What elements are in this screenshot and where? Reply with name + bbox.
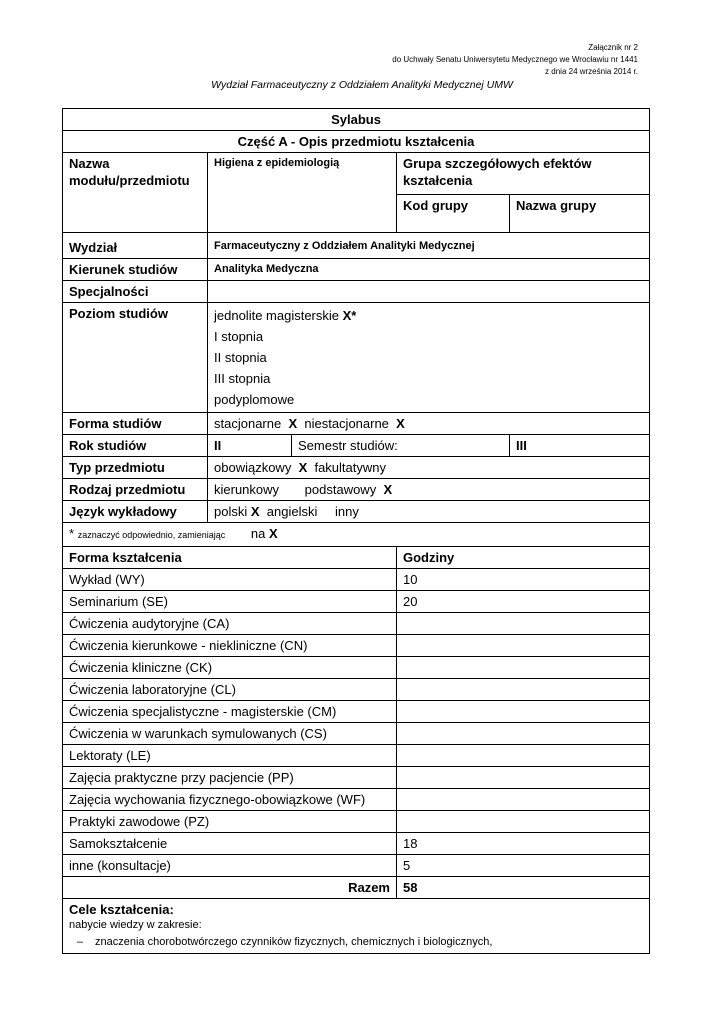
- hours-header: Godziny: [397, 547, 650, 569]
- course-kind-basic: podstawowy: [304, 482, 377, 497]
- field-of-study-value: Analityka Medyczna: [208, 259, 650, 281]
- study-form-fulltime: stacjonarne: [214, 416, 282, 431]
- resolution-date: z dnia 24 września 2014 r.: [545, 67, 638, 76]
- study-year-value: II: [208, 435, 292, 457]
- hours-value: [397, 789, 650, 811]
- syllabus-table: [62, 108, 650, 954]
- group-name-label: Nazwa grupy: [510, 195, 650, 233]
- syllabus-title: Sylabus: [63, 109, 650, 131]
- semester-label: Semestr studiów:: [292, 435, 510, 457]
- hours-row: [63, 811, 650, 833]
- part-a-title: Część A - Opis przedmiotu kształcenia: [63, 131, 650, 153]
- course-type-optional: fakultatywny: [314, 460, 387, 475]
- hours-form-name: Seminarium (SE): [63, 591, 397, 613]
- hours-row: [63, 679, 650, 701]
- study-level-option: III stopnia: [214, 371, 271, 386]
- hours-form-name: Zajęcia wychowania fizycznego-obowiązkowe (WF): [63, 789, 397, 811]
- hours-row: [63, 635, 650, 657]
- resolution-reference: do Uchwały Senatu Uniwersytetu Medycznego we Wrocławiu nr 1441: [392, 55, 638, 64]
- language-label: Język wykładowy: [63, 501, 208, 523]
- study-level-options: [208, 303, 650, 413]
- hours-value: [397, 657, 650, 679]
- hours-form-name: Ćwiczenia audytoryjne (CA): [63, 613, 397, 635]
- check-mark: X: [383, 482, 393, 497]
- note-text: zaznaczyć odpowiednio, zamieniając: [77, 530, 226, 540]
- hours-row: [63, 855, 650, 877]
- hours-row: [63, 833, 650, 855]
- marking-note: [63, 523, 650, 547]
- hours-form-name: Lektoraty (LE): [63, 745, 397, 767]
- hours-value: 5: [397, 855, 650, 877]
- study-year-label: Rok studiów: [63, 435, 208, 457]
- course-kind-options: [208, 479, 650, 501]
- language-english: angielski: [266, 504, 318, 519]
- check-mark: X: [269, 526, 278, 541]
- study-level-option: podyplomowe: [214, 392, 295, 407]
- module-name-value: Higiena z epidemiologią: [208, 153, 397, 233]
- hours-value: 10: [397, 569, 650, 591]
- effects-group-label: Grupa szczegółowych efektów kształcenia: [397, 153, 650, 195]
- hours-row: [63, 789, 650, 811]
- hours-value: [397, 635, 650, 657]
- course-type-label: Typ przedmiotu: [63, 457, 208, 479]
- faculty-label: Wydział: [63, 233, 208, 259]
- hours-row: [63, 657, 650, 679]
- study-level-label: Poziom studiów: [63, 303, 208, 413]
- hours-row: [63, 767, 650, 789]
- hours-value: [397, 613, 650, 635]
- study-form-parttime: niestacjonarne: [304, 416, 389, 431]
- study-form-options: [208, 413, 650, 435]
- faculty-title: Wydział Farmaceutyczny z Oddziałem Analityki Medycznej UMW: [211, 79, 513, 91]
- language-other: inny: [335, 504, 359, 519]
- hours-form-name: Ćwiczenia kliniczne (CK): [63, 657, 397, 679]
- hours-form-name: Zajęcia praktyczne przy pacjencie (PP): [63, 767, 397, 789]
- hours-form-name: Praktyki zawodowe (PZ): [63, 811, 397, 833]
- hours-value: 20: [397, 591, 650, 613]
- hours-value: [397, 701, 650, 723]
- hours-row: [63, 723, 650, 745]
- course-kind-directional: kierunkowy: [214, 482, 280, 497]
- hours-value: [397, 811, 650, 833]
- hours-form-name: Wykład (WY): [63, 569, 397, 591]
- hours-value: 18: [397, 833, 650, 855]
- learning-goals-list: [69, 934, 643, 951]
- learning-goal-item: – znaczenia chorobotwórczego czynników fizycznych, chemicznych i biologicznych,: [95, 934, 643, 951]
- hours-form-name: Ćwiczenia laboratoryjne (CL): [63, 679, 397, 701]
- hours-value: [397, 723, 650, 745]
- study-level-option: II stopnia: [214, 350, 267, 365]
- note-asterisk: *: [69, 526, 75, 541]
- hours-value: [397, 745, 650, 767]
- study-level-option: jednolite magisterskie X*: [214, 308, 357, 323]
- total-value: 58: [397, 877, 650, 899]
- specialties-label: Specjalności: [63, 281, 208, 303]
- attachment-number: Załącznik nr 2: [588, 43, 638, 52]
- course-kind-label: Rodzaj przedmiotu: [63, 479, 208, 501]
- hours-row: [63, 591, 650, 613]
- learning-goals: [63, 899, 650, 954]
- hours-form-name: Samokształcenie: [63, 833, 397, 855]
- study-form-label: Forma studiów: [63, 413, 208, 435]
- hours-form-name: Ćwiczenia kierunkowe - niekliniczne (CN): [63, 635, 397, 657]
- group-code-label: Kod grupy: [397, 195, 510, 233]
- module-name-label: Nazwa modułu/przedmiotu: [63, 153, 208, 233]
- hours-row: [63, 701, 650, 723]
- language-polish: polski: [214, 504, 248, 519]
- hours-row: [63, 569, 650, 591]
- check-mark: X: [396, 416, 405, 431]
- check-mark: X: [298, 460, 308, 475]
- hours-row: [63, 745, 650, 767]
- study-level-option: I stopnia: [214, 329, 264, 344]
- faculty-value: Farmaceutyczny z Oddziałem Analityki Medycznej: [208, 233, 650, 259]
- field-of-study-label: Kierunek studiów: [63, 259, 208, 281]
- header-attachment-note: [392, 42, 638, 78]
- hours-form-name: Ćwiczenia w warunkach symulowanych (CS): [63, 723, 397, 745]
- hours-form-name: inne (konsultacje): [63, 855, 397, 877]
- specialties-value: [208, 281, 650, 303]
- check-mark: X: [288, 416, 298, 431]
- hours-form-header: Forma kształcenia: [63, 547, 397, 569]
- check-mark: X: [250, 504, 260, 519]
- hours-value: [397, 679, 650, 701]
- semester-value: III: [510, 435, 650, 457]
- hours-form-name: Ćwiczenia specjalistyczne - magisterskie (CM): [63, 701, 397, 723]
- learning-goals-title: Cele kształcenia:: [69, 902, 174, 917]
- hours-value: [397, 767, 650, 789]
- language-options: [208, 501, 650, 523]
- course-type-options: [208, 457, 650, 479]
- total-label: Razem: [63, 877, 397, 899]
- study-level-mark: X*: [342, 308, 357, 323]
- hours-row: [63, 613, 650, 635]
- course-type-mandatory: obowiązkowy: [214, 460, 292, 475]
- note-tail: na: [250, 526, 266, 541]
- learning-goals-intro: nabycie wiedzy w zakresie:: [69, 919, 202, 931]
